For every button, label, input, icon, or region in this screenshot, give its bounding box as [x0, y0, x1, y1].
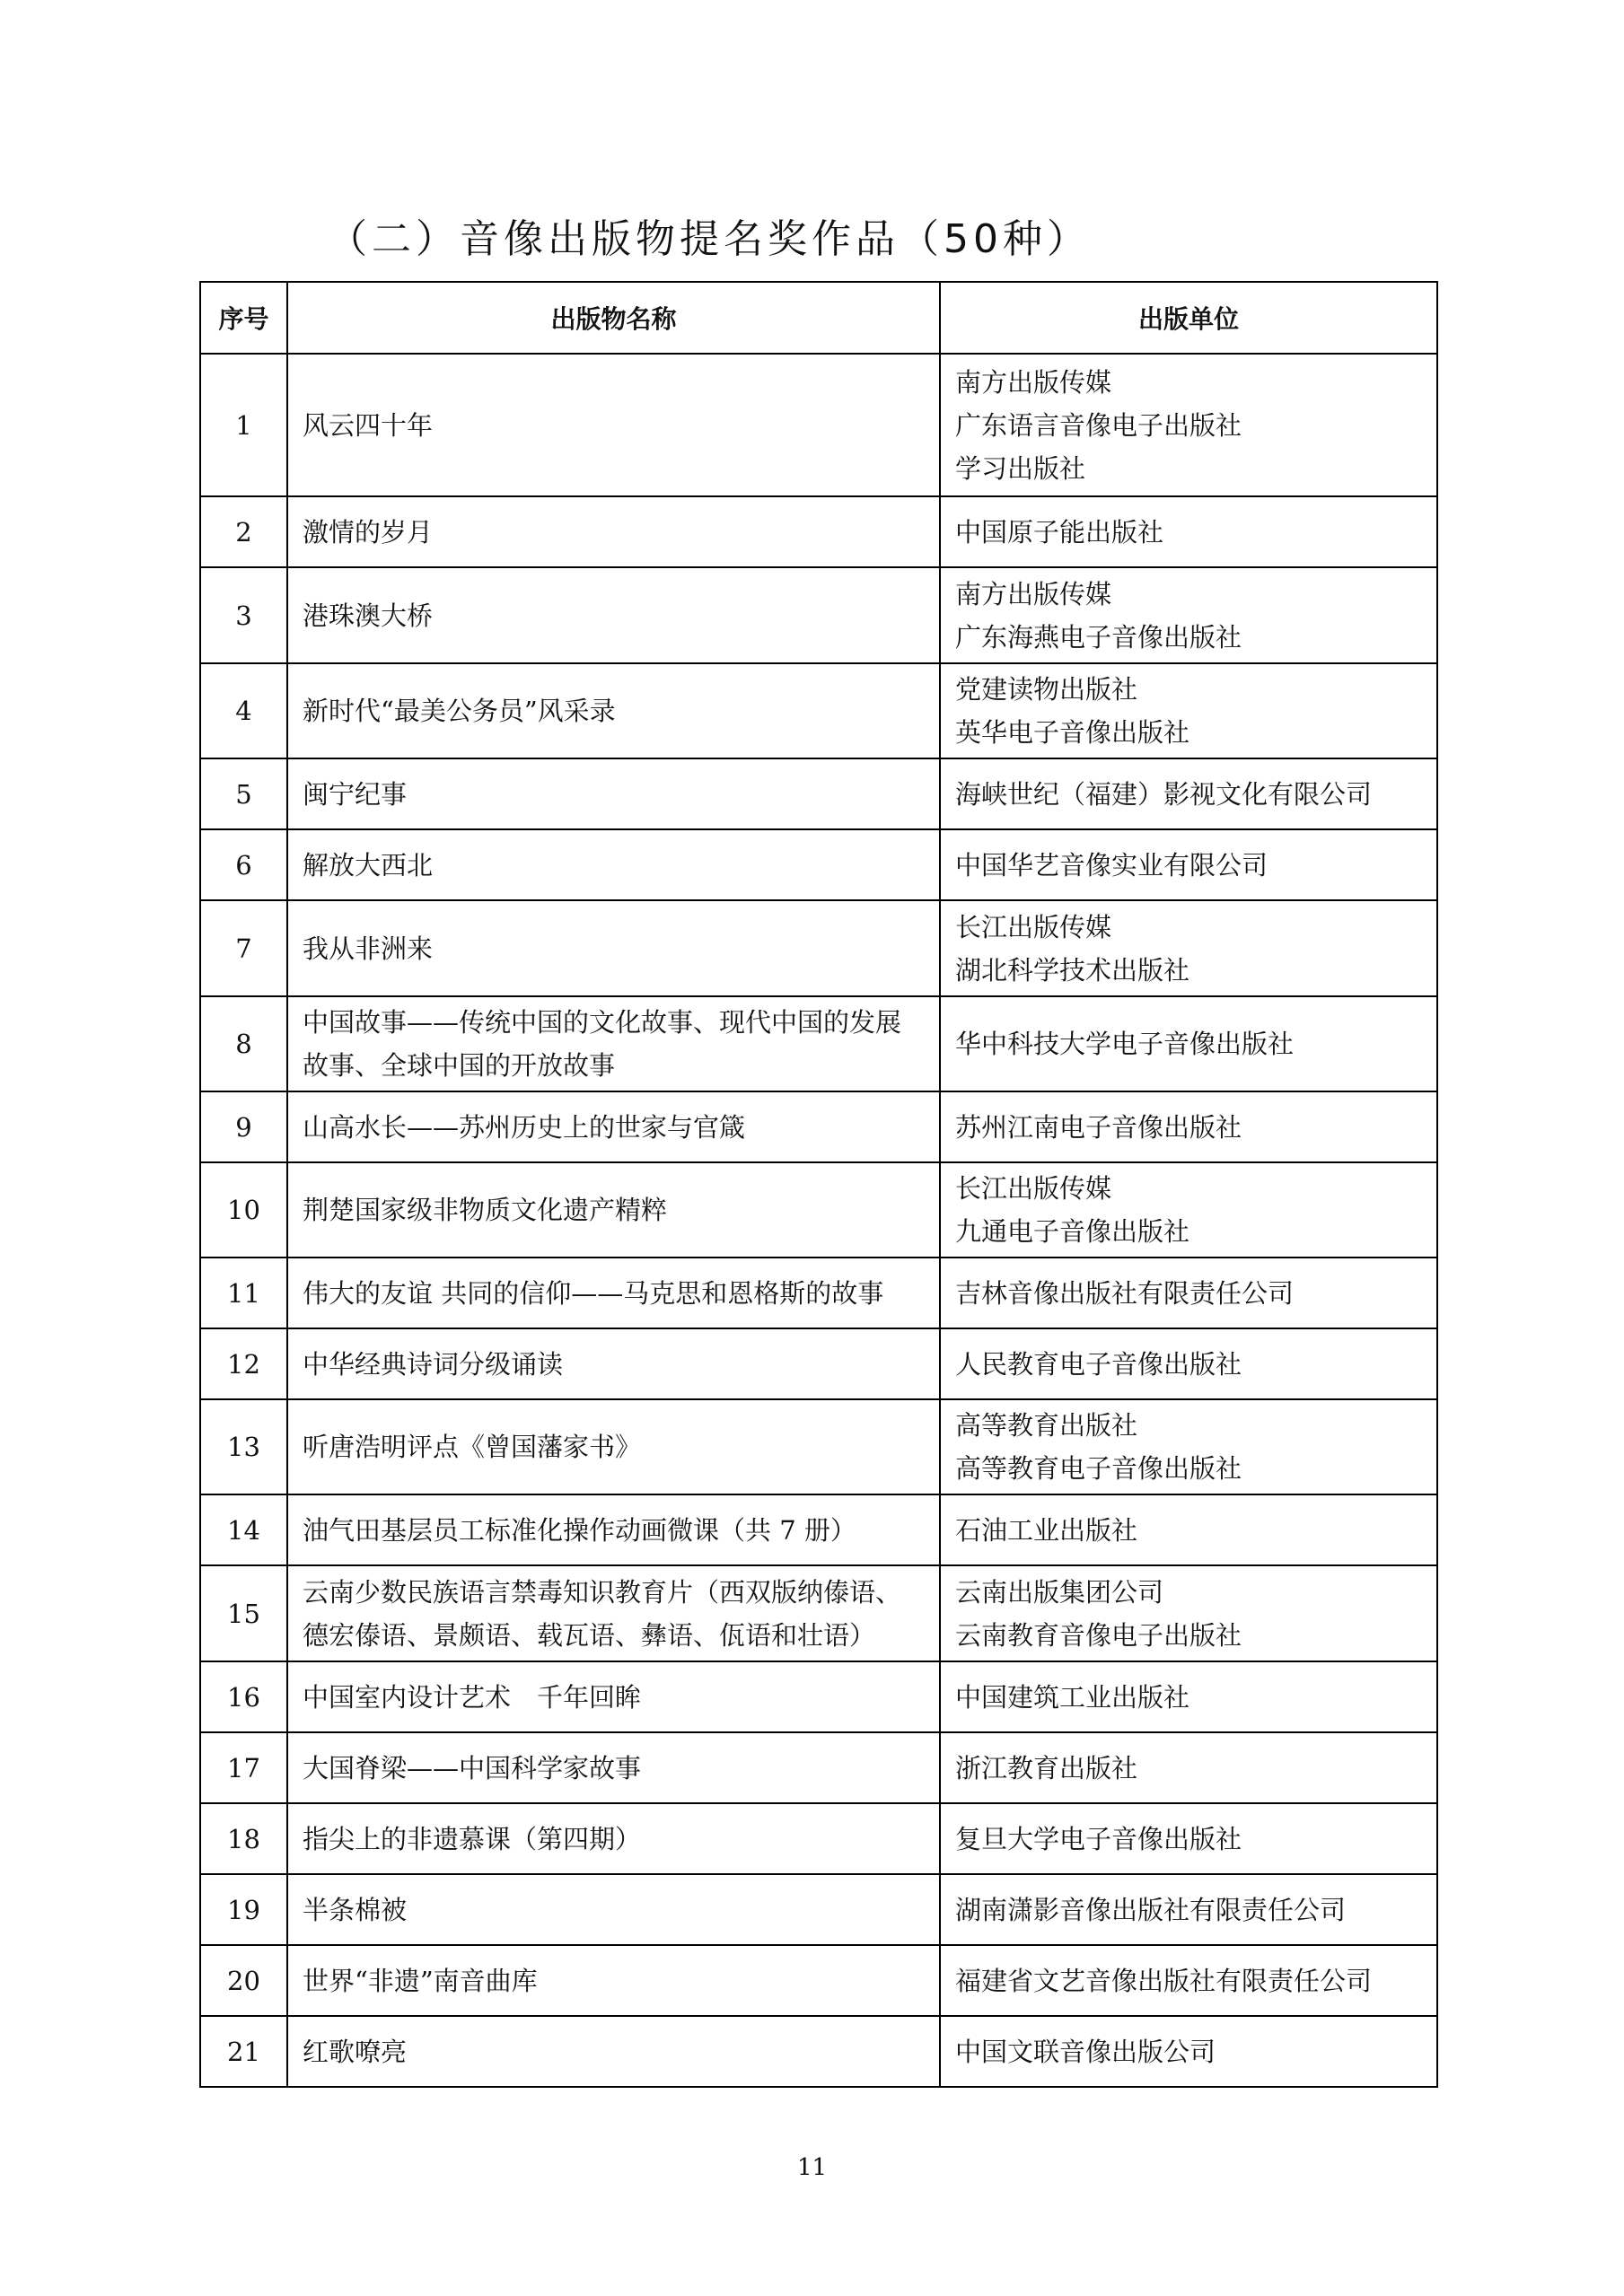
table-row: [200, 663, 1437, 758]
table-row: [200, 1874, 1437, 1945]
publication-name: 中国故事——传统中国的文化故事、现代中国的发展: [303, 1007, 902, 1038]
row-number: 10: [200, 1162, 287, 1258]
publication-name: 大国脊梁——中国科学家故事: [303, 1752, 642, 1783]
publisher-name: 中国建筑工业出版社: [955, 1681, 1190, 1713]
publisher-name: 英华电子音像出版社: [955, 717, 1190, 748]
publication-name-cell: [287, 1803, 940, 1874]
row-number: 13: [200, 1399, 287, 1494]
publisher-name: 长江出版传媒: [955, 1173, 1112, 1204]
table-body: [200, 354, 1437, 2087]
publisher-name: 湖北科学技术出版社: [955, 954, 1190, 986]
publication-name-cell: [287, 1874, 940, 1945]
row-number: 18: [200, 1803, 287, 1874]
publisher-cell: [940, 829, 1437, 900]
header-publisher: 出版单位: [940, 282, 1437, 354]
row-number: 8: [200, 996, 287, 1091]
publication-name: 风云四十年: [303, 409, 434, 441]
table-row: [200, 1328, 1437, 1399]
publication-name: 闽宁纪事: [303, 778, 408, 810]
publication-name: 我从非洲来: [303, 933, 434, 964]
publisher-name: 南方出版传媒: [955, 366, 1112, 398]
publication-name: 故事、全球中国的开放故事: [303, 1050, 616, 1081]
publisher-name: 海峡世纪（福建）影视文化有限公司: [955, 778, 1373, 810]
publication-name: 新时代“最美公务员”风采录: [303, 696, 616, 726]
publisher-name: 长江出版传媒: [955, 911, 1112, 942]
table-row: [200, 996, 1437, 1091]
publisher-name: 广东海燕电子音像出版社: [955, 621, 1242, 653]
publisher-cell: [940, 1661, 1437, 1732]
table-row: [200, 1258, 1437, 1328]
publication-name-cell: [287, 1399, 940, 1494]
row-number: 16: [200, 1661, 287, 1732]
table-row: [200, 496, 1437, 567]
publication-name: 指尖上的非遗慕课（第四期）: [303, 1823, 642, 1854]
publication-name-cell: [287, 1091, 940, 1162]
table-row: [200, 1945, 1437, 2016]
table-row: [200, 829, 1437, 900]
publisher-name: 浙江教育出版社: [955, 1752, 1138, 1783]
table-row: [200, 1565, 1437, 1661]
publication-name-cell: [287, 1732, 940, 1803]
table-header-row: [200, 282, 1437, 354]
publisher-cell: [940, 2016, 1437, 2087]
publication-name-cell: [287, 663, 940, 758]
row-number: 5: [200, 758, 287, 829]
table-row: [200, 567, 1437, 663]
page-number: 11: [796, 2154, 828, 2181]
publisher-cell: [940, 1328, 1437, 1399]
table-row: [200, 1661, 1437, 1732]
table-row: [200, 1732, 1437, 1803]
publication-name-cell: [287, 2016, 940, 2087]
row-number: 2: [200, 496, 287, 567]
publication-name-cell: [287, 1494, 940, 1565]
table-row: [200, 1091, 1437, 1162]
publication-name: 德宏傣语、景颇语、载瓦语、彝语、佤语和壮语）: [303, 1619, 876, 1651]
publisher-cell: [940, 663, 1437, 758]
publication-name-cell: [287, 1258, 940, 1328]
publisher-cell: [940, 1945, 1437, 2016]
table-row: [200, 1494, 1437, 1565]
publisher-cell: [940, 1565, 1437, 1661]
publisher-name: 广东语言音像电子出版社: [955, 409, 1242, 441]
publisher-name: 党建读物出版社: [955, 674, 1138, 705]
publication-name-cell: [287, 1162, 940, 1258]
publisher-name: 湖南潇影音像出版社有限责任公司: [955, 1894, 1347, 1925]
publisher-name: 云南教育音像电子出版社: [955, 1619, 1242, 1651]
row-number: 7: [200, 900, 287, 996]
publisher-name: 高等教育电子音像出版社: [955, 1453, 1242, 1484]
row-number: 21: [200, 2016, 287, 2087]
publisher-cell: [940, 1494, 1437, 1565]
publisher-name: 石油工业出版社: [955, 1514, 1138, 1546]
row-number: 4: [200, 663, 287, 758]
publisher-name: 高等教育出版社: [955, 1410, 1138, 1441]
table-row: [200, 1803, 1437, 1874]
publisher-cell: [940, 1803, 1437, 1874]
publisher-cell: [940, 496, 1437, 567]
row-number: 12: [200, 1328, 287, 1399]
award-table: [199, 281, 1438, 2088]
publisher-cell: [940, 758, 1437, 829]
publication-name-cell: [287, 1328, 940, 1399]
table-row: [200, 2016, 1437, 2087]
publication-name: 中国室内设计艺术 千年回眸: [303, 1681, 642, 1713]
publisher-name: 学习出版社: [955, 452, 1086, 484]
publisher-name: 复旦大学电子音像出版社: [955, 1823, 1242, 1854]
publisher-name: 中国华艺音像实业有限公司: [955, 849, 1268, 881]
table-row: [200, 1399, 1437, 1494]
publisher-cell: [940, 996, 1437, 1091]
table-row: [200, 758, 1437, 829]
table-row: [200, 354, 1437, 496]
publication-name-cell: [287, 1565, 940, 1661]
publication-name: 山高水长——苏州历史上的世家与官箴: [303, 1111, 746, 1143]
publisher-cell: [940, 1874, 1437, 1945]
publication-name-cell: [287, 496, 940, 567]
row-number: 20: [200, 1945, 287, 2016]
publication-name: 油气田基层员工标准化操作动画微课（共 7 册）: [303, 1514, 856, 1546]
publication-name: 港珠澳大桥: [303, 600, 434, 631]
row-number: 9: [200, 1091, 287, 1162]
publication-name: 荆楚国家级非物质文化遗产精粹: [303, 1195, 668, 1225]
publication-name: 世界“非遗”南音曲库: [303, 1965, 538, 1996]
publication-name-cell: [287, 758, 940, 829]
header-publication-name: 出版物名称: [287, 282, 940, 354]
publication-name: 激情的岁月: [303, 516, 434, 548]
row-number: 3: [200, 567, 287, 663]
publisher-name: 华中科技大学电子音像出版社: [955, 1029, 1295, 1059]
publication-name-cell: [287, 829, 940, 900]
header-number: 序号: [200, 282, 287, 354]
publication-name: 解放大西北: [303, 849, 434, 881]
publisher-cell: [940, 1258, 1437, 1328]
publication-name: 红歌嘹亮: [303, 2036, 408, 2067]
publisher-cell: [940, 1162, 1437, 1258]
publication-name-cell: [287, 900, 940, 996]
publisher-name: 九通电子音像出版社: [955, 1216, 1190, 1247]
publisher-cell: [940, 1732, 1437, 1803]
publisher-cell: [940, 1399, 1437, 1494]
row-number: 15: [200, 1565, 287, 1661]
row-number: 11: [200, 1258, 287, 1328]
publisher-cell: [940, 1091, 1437, 1162]
publisher-cell: [940, 354, 1437, 496]
table-row: [200, 900, 1437, 996]
publication-name-cell: [287, 567, 940, 663]
publisher-name: 福建省文艺音像出版社有限责任公司: [955, 1965, 1373, 1996]
publisher-cell: [940, 567, 1437, 663]
publisher-name: 中国原子能出版社: [955, 516, 1164, 548]
page-title: （二）音像出版物提名奖作品（50种）: [328, 216, 1091, 262]
publication-name: 中华经典诗词分级诵读: [303, 1348, 564, 1380]
publisher-cell: [940, 900, 1437, 996]
publisher-name: 苏州江南电子音像出版社: [955, 1111, 1242, 1143]
publication-name: 半条棉被: [303, 1894, 408, 1925]
row-number: 6: [200, 829, 287, 900]
row-number: 14: [200, 1494, 287, 1565]
row-number: 1: [200, 354, 287, 496]
publisher-name: 人民教育电子音像出版社: [955, 1348, 1242, 1380]
publication-name: 伟大的友谊 共同的信仰——马克思和恩格斯的故事: [303, 1277, 884, 1309]
row-number: 19: [200, 1874, 287, 1945]
row-number: 17: [200, 1732, 287, 1803]
publication-name-cell: [287, 1661, 940, 1732]
publisher-name: 吉林音像出版社有限责任公司: [955, 1277, 1295, 1309]
table-row: [200, 1162, 1437, 1258]
publisher-name: 南方出版传媒: [955, 578, 1112, 609]
publication-name: 云南少数民族语言禁毒知识教育片（西双版纳傣语、: [303, 1576, 902, 1608]
publisher-name: 中国文联音像出版公司: [955, 2036, 1216, 2067]
publication-name-cell: [287, 996, 940, 1091]
publication-name-cell: [287, 1945, 940, 2016]
publisher-name: 云南出版集团公司: [955, 1576, 1164, 1608]
publication-name: 听唐浩明评点《曾国藩家书》: [303, 1432, 642, 1462]
publication-name-cell: [287, 354, 940, 496]
